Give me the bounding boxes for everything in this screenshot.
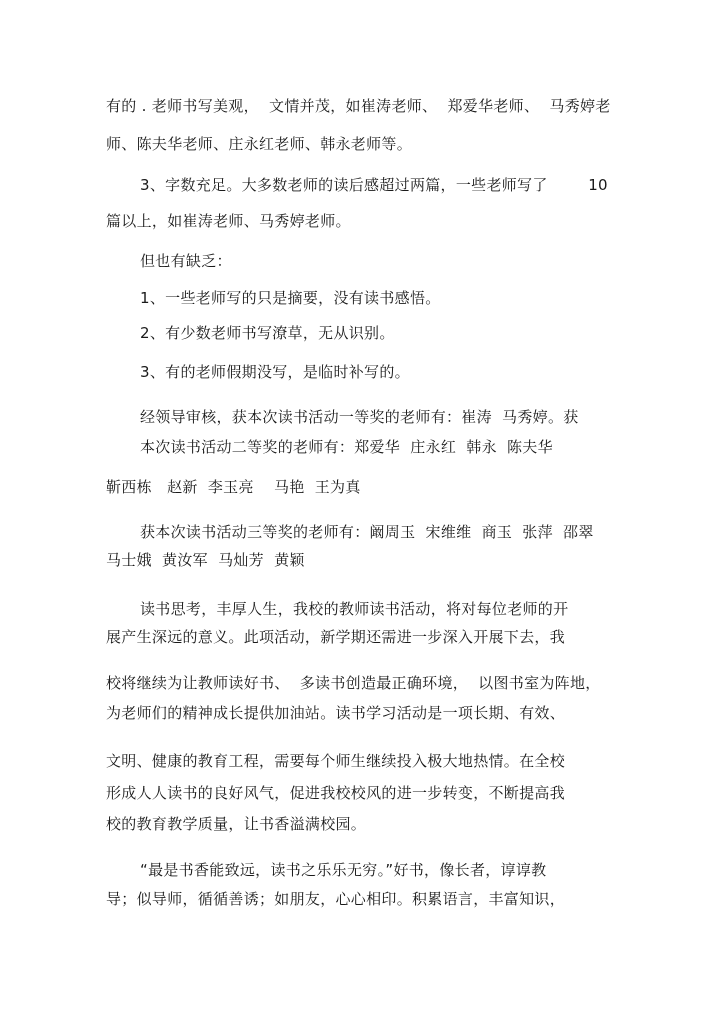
text-line: 本次读书活动二等奖的老师有：郑爱华 庄永红 韩永 陈夫华 <box>140 438 553 456</box>
text-line: 马士娥 黄汝军 马灿芳 黄颖 <box>106 551 305 569</box>
list-item: 2、有少数老师书写潦草，无从识别。 <box>140 324 395 342</box>
text-line: 有的 . 老师书写美观， 文情并茂，如崔涛老师、 郑爱华老师、 马秀婷老 <box>106 97 611 115</box>
list-item: 3、有的老师假期没写，是临时补写的。 <box>140 363 410 381</box>
text-line: 为老师们的精神成长提供加油站。读书学习活动是一项长期、有效、 <box>106 704 566 722</box>
text-line: 文明、健康的教育工程，需要每个师生继续投入极大地热情。在全校 <box>106 752 566 770</box>
text-line: 3、字数充足。大多数老师的读后感超过两篇，一些老师写了 10 <box>140 176 608 194</box>
text-line: 篇以上，如崔涛老师、马秀婷老师。 <box>106 212 351 230</box>
text-line: 获本次读书活动三等奖的老师有：阚周玉 宋维维 商玉 张萍 邵翠 <box>140 523 594 541</box>
text-line: 校将继续为让教师读好书、 多读书创造最正确环境， 以图书室为阵地， <box>106 674 601 692</box>
text-line: 读书思考，丰厚人生，我校的教师读书活动，将对每位老师的开 <box>140 600 569 618</box>
text-line: 校的教育教学质量，让书香溢满校园。 <box>106 815 367 833</box>
text-line: 靳西栋 赵新 李玉亮 马艳 王为真 <box>106 478 361 496</box>
text-line: 但也有缺乏： <box>140 252 232 270</box>
text-line: 展产生深远的意义。此项活动，新学期还需进一步深入开展下去，我 <box>106 628 566 646</box>
text-line: 形成人人读书的良好风气，促进我校校风的进一步转变，不断提高我 <box>106 784 566 802</box>
text-line: 师、陈夫华老师、庄永红老师、韩永老师等。 <box>106 135 413 153</box>
text-line: “最是书香能致远，读书之乐乐无穷。”好书，像长者，谆谆教 <box>140 861 547 879</box>
text-line: 导；似导师，循循善诱；如朋友，心心相印。积累语言，丰富知识， <box>106 890 566 908</box>
list-item: 1、一些老师写的只是摘要，没有读书感悟。 <box>140 289 441 307</box>
text-line: 经领导审核，获本次读书活动一等奖的老师有：崔涛 马秀婷。获 <box>140 408 579 426</box>
